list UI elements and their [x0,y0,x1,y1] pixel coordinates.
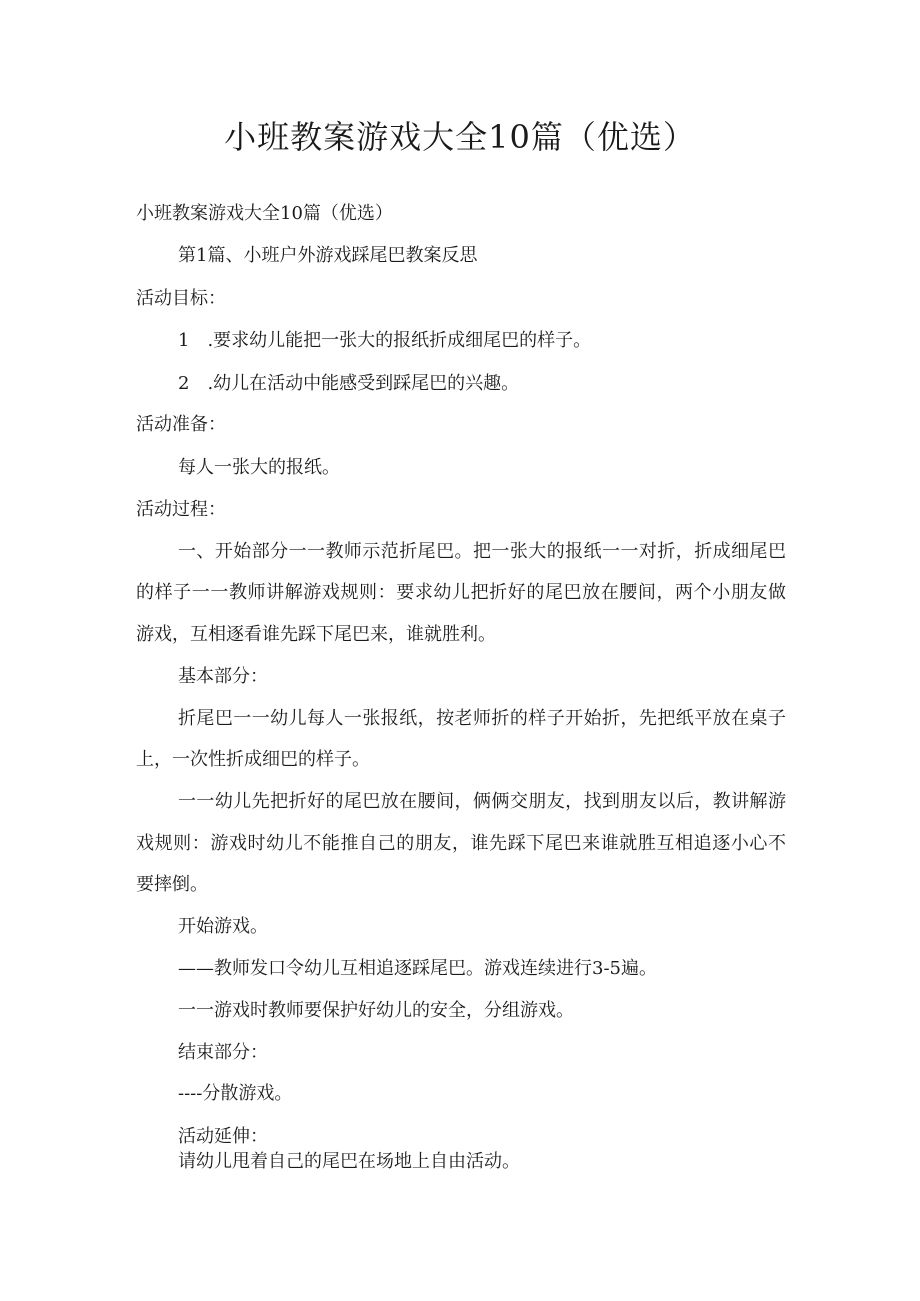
paragraph-line: 一一幼儿先把折好的尾巴放在腰间，俩俩交朋友，找到朋友以后，教讲解游 [178,791,786,812]
extend-label: 活动延伸： [178,1126,268,1147]
document-title: 小班教案游戏大全10篇（优选） [224,118,696,156]
subtitle: 小班教案游戏大全10篇（优选） [136,203,393,224]
paragraph-line: 的样子一一教师讲解游戏规则：要求幼儿把折好的尾巴放在腰间，两个小朋友做 [136,582,786,603]
paragraph-line: 一、开始部分一一教师示范折尾巴。把一张大的报纸一一对折，折成细尾巴 [178,541,786,562]
prep-text: 每人一张大的报纸。 [178,457,340,478]
process-label: 活动过程： [136,499,226,520]
paragraph-line: 戏规则：游戏时幼儿不能推自己的朋友，谁先踩下尾巴来谁就胜互相追逐小心不 [136,833,786,854]
safety-note: 一一游戏时教师要保护好幼儿的安全，分组游戏。 [178,1000,574,1021]
paragraph-line: 要摔倒。 [136,874,208,895]
basic-label: 基本部分： [178,666,268,687]
goals-label: 活动目标： [136,288,226,309]
end-label: 结束部分： [178,1042,268,1063]
paragraph-line: 游戏，互相逐看谁先踩下尾巴来，谁就胜利。 [136,624,496,645]
start-game: 开始游戏。 [178,916,268,937]
end-text: ----分散游戏。 [178,1083,293,1104]
goal-item-1: 1 .要求幼儿能把一张大的报纸折成细尾巴的样子。 [178,330,592,351]
paragraph-line: 上，一次性折成细巴的样子。 [136,749,370,770]
teacher-command: ——教师发口令幼儿互相追逐踩尾巴。游戏连续进行3-5遍。 [178,958,657,979]
chapter-heading: 第1篇、小班户外游戏踩尾巴教案反思 [178,245,478,266]
extend-text: 请幼儿甩着自己的尾巴在场地上自由活动。 [178,1151,520,1172]
goal-item-2: 2 .幼儿在活动中能感受到踩尾巴的兴趣。 [178,373,520,394]
prep-label: 活动准备： [136,414,226,435]
paragraph-line: 折尾巴一一幼儿每人一张报纸，按老师折的样子开始折，先把纸平放在桌子 [178,708,786,729]
